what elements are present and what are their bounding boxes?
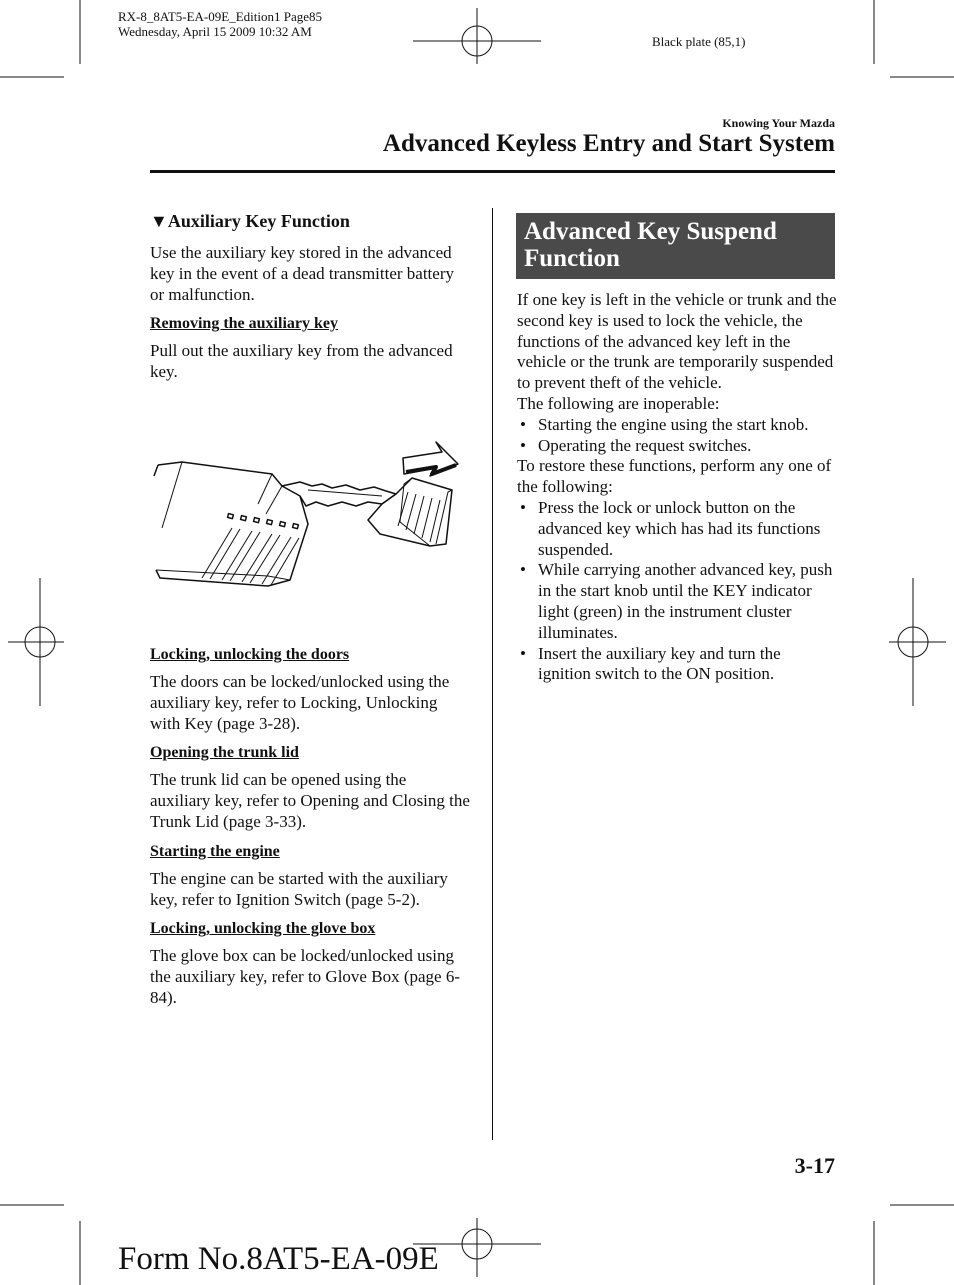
auxiliary-key-illustration [150, 438, 465, 593]
glove-box-heading: Locking, unlocking the glove box [150, 920, 376, 938]
restore-lead: To restore these functions, perform any one of the following: [517, 456, 832, 497]
chapter-title: Advanced Keyless Entry and Start System [382, 130, 835, 157]
form-number: Form No.8AT5-EA-09E [118, 1241, 439, 1277]
left-column [150, 211, 470, 383]
plate-label: Black plate (85,1) [652, 34, 746, 49]
inoperable-list [517, 415, 837, 457]
list-item: • Insert the auxiliary key and turn the ignition switch to the ON position. [517, 644, 837, 686]
restore-list [517, 498, 837, 685]
column-divider [492, 208, 493, 1140]
locking-doors-text: The doors can be locked/unlocked using the auxiliary key, refer to Locking, Unlocking with Key (page 3-28). [150, 672, 450, 733]
list-item: • Starting the engine using the start knob. [517, 415, 837, 436]
trunk-lid-heading: Opening the trunk lid [150, 744, 299, 762]
suspend-intro: If one key is left in the vehicle or trunk and the second key is used to lock the vehicle, the functions of the advanced key left in the vehicle or the trunk are temporarily suspended to prevent theft of the vehicle. [517, 290, 837, 393]
list-item: • While carrying another advanced key, push in the start knob until the KEY indicator light (green) in the instrument cluster illuminates. [517, 560, 837, 643]
starting-engine-heading: Starting the engine [150, 842, 280, 860]
starting-engine-text: The engine can be started with the auxiliary key, refer to Ignition Switch (page 5-2). [150, 868, 448, 909]
inoperable-lead: The following are inoperable: [517, 393, 720, 413]
removing-aux-key-heading: Removing the auxiliary key [150, 315, 338, 333]
header-rule [150, 170, 835, 173]
glove-box-text: The glove box can be locked/unlocked using the auxiliary key, refer to Glove Box (page 6-84). [150, 946, 460, 1007]
triangle-marker-icon: ▼ [150, 211, 168, 231]
auxiliary-key-heading [150, 211, 470, 232]
trunk-lid-text: The trunk lid can be opened using the auxiliary key, refer to Opening and Closing the Trunk Lid (page 3-33). [150, 770, 470, 831]
print-meta-line2: Wednesday, April 15 2009 10:32 AM [118, 24, 312, 39]
auxiliary-key-heading-text: Auxiliary Key Function [167, 211, 350, 231]
page-number: 3-17 [794, 1153, 835, 1178]
suspend-function-banner: Advanced Key Suspend Function [516, 213, 835, 279]
auxiliary-key-intro: Use the auxiliary key stored in the advanced key in the event of a dead transmitter battery or malfunction. [150, 243, 454, 304]
list-item: • Press the lock or unlock button on the advanced key which has had its functions suspended. [517, 498, 837, 560]
list-item: • Operating the request switches. [517, 436, 837, 457]
registration-target-top [413, 8, 541, 64]
print-meta-line1: RX-8_8AT5-EA-09E_Edition1 Page85 [118, 9, 323, 24]
right-column-body [517, 290, 837, 685]
registration-target-right [889, 578, 946, 706]
removing-aux-key-text: Pull out the auxiliary key from the advanced key. [150, 341, 453, 382]
left-column-lower [150, 646, 470, 1009]
locking-doors-heading: Locking, unlocking the doors [150, 646, 350, 663]
registration-target-left [8, 578, 64, 706]
section-label: Knowing Your Mazda [722, 116, 835, 130]
